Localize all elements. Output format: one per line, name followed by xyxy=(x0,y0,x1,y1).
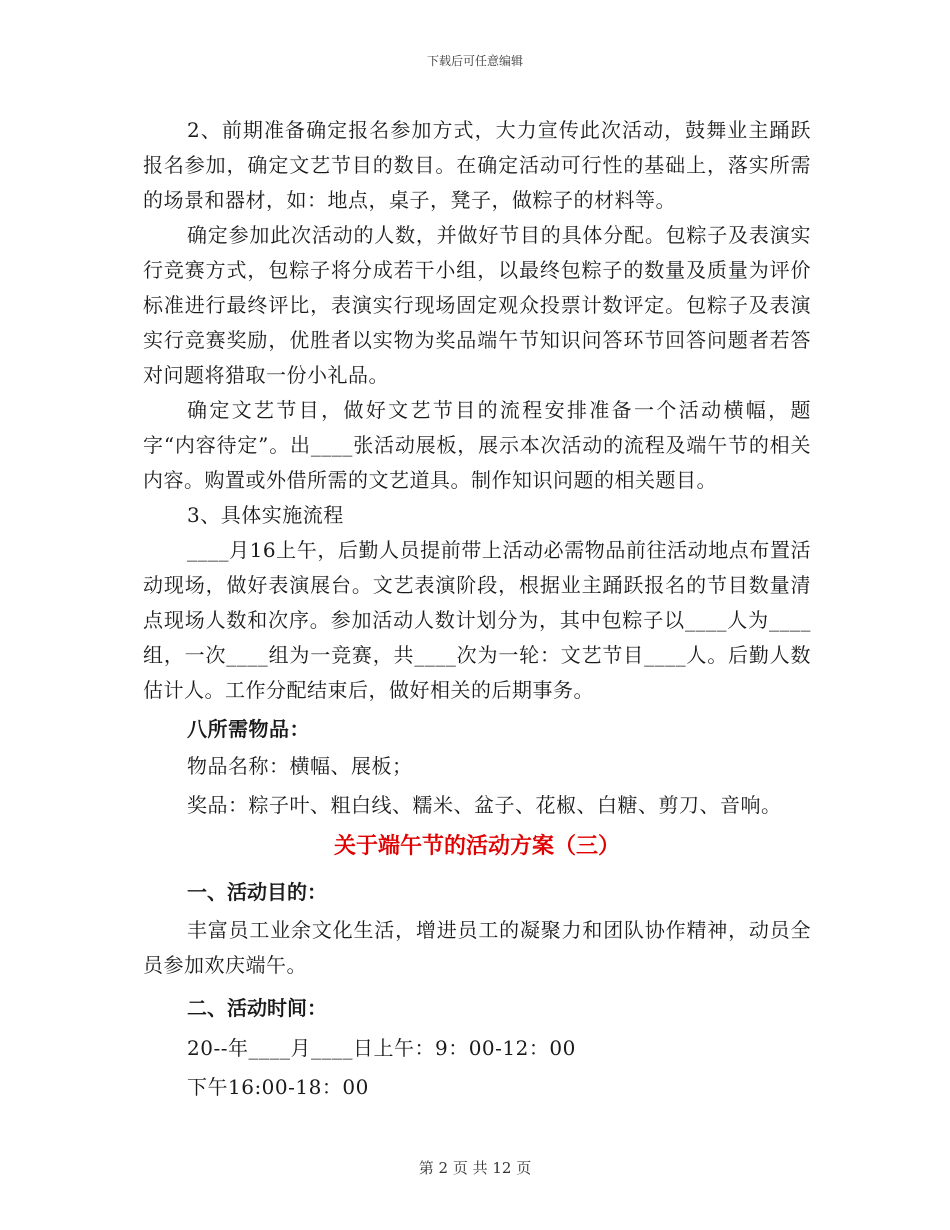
paragraph-preparation: 2、前期准备确定报名参加方式，大力宣传此次活动，鼓舞业主踊跃报名参加，确定文艺节目的数目。在确定活动可行性的基础上，落实所需的场景和器材，如：地点，桌子，凳子，做粽子的材料等。 xyxy=(143,118,811,212)
paragraph-process-heading: 3、具体实施流程 xyxy=(187,503,344,527)
paragraph-time-afternoon: 下午16:00-18：00 xyxy=(187,1075,369,1099)
document-body xyxy=(143,113,811,1105)
paragraph-item-names: 物品名称：横幅、展板； xyxy=(187,754,413,778)
paragraph-participants: 确定参加此次活动的人数，并做好节目的具体分配。包粽子及表演实行竞赛方式，包粽子将分成若干小组，以最终包粽子的数量及质量为评价标准进行最终评比，表演实行现场固定观众投票计数评定。包粽子及表演实行竞赛奖励，优胜者以实物为奖品端午节知识问答环节回答问题者若答对问题将猎取一份小礼品。 xyxy=(143,223,811,387)
document-title: 关于端午节的活动方案（三） xyxy=(333,833,620,859)
section-heading-time: 二、活动时间： xyxy=(187,996,327,1020)
section-heading-supplies: 八所需物品： xyxy=(187,717,310,741)
page-header-note: 下载后可任意编辑 xyxy=(426,54,523,68)
page-footer-number: 第 2 页 共 12 页 xyxy=(418,1159,532,1177)
paragraph-program: 确定文艺节目，做好文艺节目的流程安排准备一个活动横幅，题字“内容待定”。出____张活动展板，展示本次活动的流程及端午节的相关内容。购置或外借所需的文艺道具。制作知识问题的相关题目。 xyxy=(143,398,811,492)
section-heading-purpose: 一、活动目的： xyxy=(187,880,327,904)
paragraph-prizes: 奖品：粽子叶、粗白线、糯米、盆子、花椒、白糖、剪刀、音响。 xyxy=(187,793,782,817)
paragraph-process: ____月16上午，后勤人员提前带上活动必需物品前往活动地点布置活动现场，做好表演展台。文艺表演阶段，根据业主踊跃报名的节目数量清点现场人数和次序。参加活动人数计划分为，其中包粽子以____人为____组，一次____组为一竞赛，共____次为一轮：文艺节目____人。后勤人数估计人。工作分配结束后，做好相关的后期事务。 xyxy=(143,538,811,702)
paragraph-purpose: 丰富员工业余文化生活，增进员工的凝聚力和团队协作精神，动员全员参加欢庆端午。 xyxy=(143,918,811,977)
paragraph-time-morning: 20--年____月____日上午：9：00-12：00 xyxy=(187,1036,576,1060)
